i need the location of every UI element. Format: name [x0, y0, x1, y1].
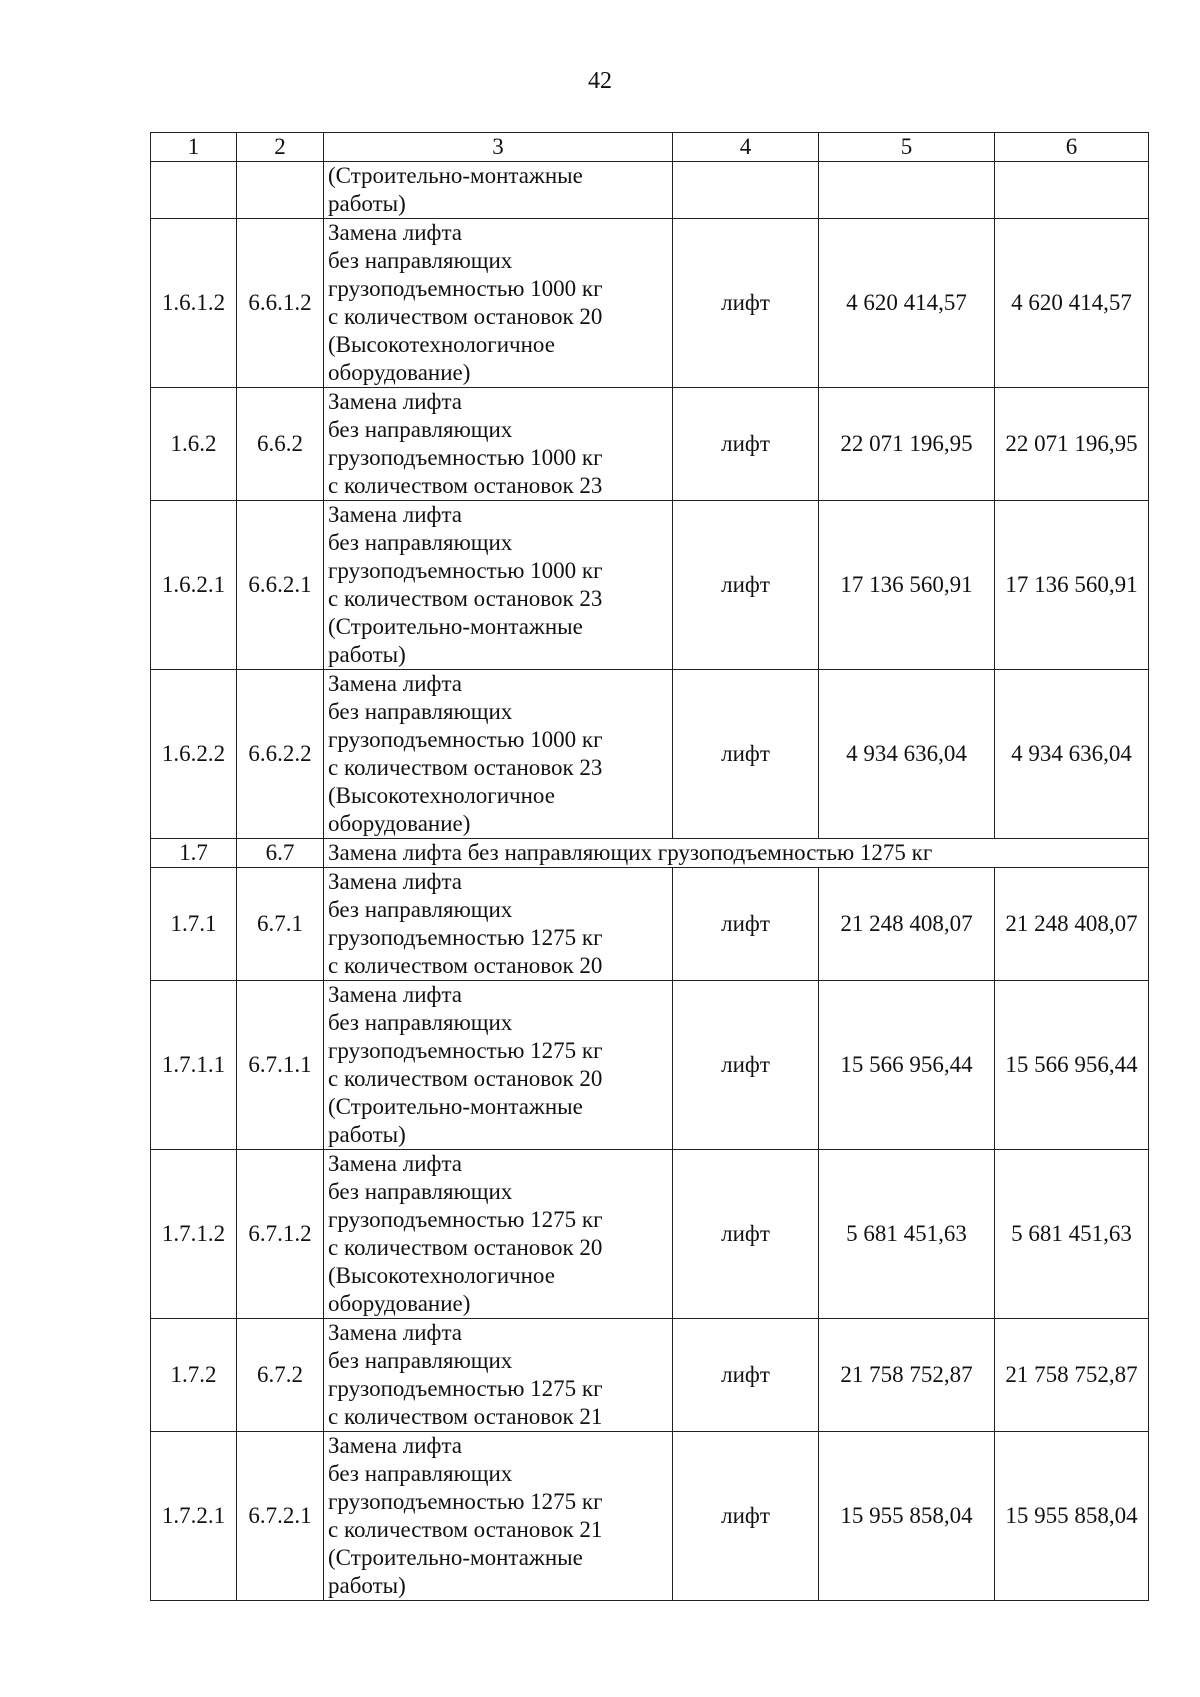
amount-cell: 22 071 196,95: [819, 388, 995, 501]
description-line: (Строительно-монтажные: [328, 1094, 583, 1119]
code-cell: 6.7.1.1: [237, 981, 324, 1150]
code-cell: 6.7: [237, 839, 324, 868]
row-number-cell: 1.6.2.1: [151, 501, 237, 670]
total-cell: 21 758 752,87: [995, 1319, 1149, 1432]
description-line: Замена лифта: [328, 982, 462, 1007]
description-line: (Строительно-монтажные: [328, 614, 583, 639]
description-line: (Высокотехнологичное: [328, 783, 555, 808]
description-line: оборудование): [328, 811, 471, 836]
amount-cell: 17 136 560,91: [819, 501, 995, 670]
row-number-cell: 1.6.2.2: [151, 670, 237, 839]
description-line: без направляющих: [328, 530, 513, 555]
row-number-cell: 1.7: [151, 839, 237, 868]
header-cell: 6: [995, 133, 1149, 162]
amount-cell: 4 934 636,04: [819, 670, 995, 839]
description-cell: [324, 1432, 673, 1601]
description-line: с количеством остановок 23: [328, 586, 603, 611]
header-cell: 2: [237, 133, 324, 162]
amount-cell: [819, 162, 995, 219]
description-line: с количеством остановок 23: [328, 755, 603, 780]
description-line: без направляющих: [328, 1010, 513, 1035]
amount-cell: 15 566 956,44: [819, 981, 995, 1150]
code-cell: [237, 162, 324, 219]
page-number: 42: [588, 68, 612, 94]
description-line: с количеством остановок 20: [328, 304, 603, 329]
description-line: работы): [328, 191, 406, 216]
description-line: грузоподъемностью 1000 кг: [328, 276, 603, 301]
row-number-cell: 1.7.1.2: [151, 1150, 237, 1319]
description-cell: [324, 219, 673, 388]
unit-cell: лифт: [673, 219, 819, 388]
code-cell: 6.6.1.2: [237, 219, 324, 388]
description-line: Замена лифта: [328, 389, 462, 414]
description-cell: [324, 1150, 673, 1319]
row-number-cell: [151, 162, 237, 219]
unit-cell: [673, 162, 819, 219]
section-title-cell: Замена лифта без направляющих грузоподъемностью 1275 кг: [324, 839, 1149, 868]
code-cell: 6.7.2.1: [237, 1432, 324, 1601]
table-row: [151, 388, 1149, 501]
description-line: с количеством остановок 20: [328, 1066, 603, 1091]
description-cell: [324, 162, 673, 219]
description-line: Замена лифта: [328, 869, 462, 894]
description-line: грузоподъемностью 1275 кг: [328, 1376, 603, 1401]
row-number-cell: 1.6.1.2: [151, 219, 237, 388]
description-line: оборудование): [328, 1291, 471, 1316]
unit-cell: лифт: [673, 1432, 819, 1601]
code-cell: 6.6.2.1: [237, 501, 324, 670]
description-line: грузоподъемностью 1000 кг: [328, 558, 603, 583]
table-row: [151, 501, 1149, 670]
description-line: Замена лифта: [328, 220, 462, 245]
row-number-cell: 1.7.2.1: [151, 1432, 237, 1601]
description-line: грузоподъемностью 1275 кг: [328, 1038, 603, 1063]
description-line: грузоподъемностью 1275 кг: [328, 925, 603, 950]
row-number-cell: 1.7.1.1: [151, 981, 237, 1150]
description-cell: [324, 670, 673, 839]
description-line: с количеством остановок 20: [328, 953, 603, 978]
description-line: Замена лифта: [328, 1433, 462, 1458]
description-line: работы): [328, 1122, 406, 1147]
total-cell: 4 620 414,57: [995, 219, 1149, 388]
description-line: грузоподъемностью 1000 кг: [328, 727, 603, 752]
total-cell: 5 681 451,63: [995, 1150, 1149, 1319]
amount-cell: 15 955 858,04: [819, 1432, 995, 1601]
description-line: Замена лифта: [328, 502, 462, 527]
description-line: (Высокотехнологичное: [328, 332, 555, 357]
description-line: без направляющих: [328, 1348, 513, 1373]
description-line: с количеством остановок 21: [328, 1517, 603, 1542]
unit-cell: лифт: [673, 670, 819, 839]
unit-cell: лифт: [673, 981, 819, 1150]
total-cell: 22 071 196,95: [995, 388, 1149, 501]
total-cell: 21 248 408,07: [995, 868, 1149, 981]
amount-cell: 21 248 408,07: [819, 868, 995, 981]
description-line: грузоподъемностью 1275 кг: [328, 1207, 603, 1232]
description-line: без направляющих: [328, 417, 513, 442]
table-row: [151, 868, 1149, 981]
total-cell: 4 934 636,04: [995, 670, 1149, 839]
table-row: [151, 219, 1149, 388]
description-line: Замена лифта: [328, 671, 462, 696]
amount-cell: 5 681 451,63: [819, 1150, 995, 1319]
description-line: без направляющих: [328, 248, 513, 273]
header-row: [151, 133, 1149, 162]
description-line: (Высокотехнологичное: [328, 1263, 555, 1288]
description-line: без направляющих: [328, 1179, 513, 1204]
description-line: грузоподъемностью 1275 кг: [328, 1489, 603, 1514]
description-line: без направляющих: [328, 1461, 513, 1486]
total-cell: 17 136 560,91: [995, 501, 1149, 670]
description-line: Замена лифта: [328, 1151, 462, 1176]
amount-cell: 4 620 414,57: [819, 219, 995, 388]
description-line: грузоподъемностью 1000 кг: [328, 445, 603, 470]
row-number-cell: 1.7.1: [151, 868, 237, 981]
total-cell: 15 955 858,04: [995, 1432, 1149, 1601]
table-row: [151, 839, 1149, 868]
code-cell: 6.6.2.2: [237, 670, 324, 839]
description-cell: [324, 501, 673, 670]
code-cell: 6.7.1: [237, 868, 324, 981]
table-row: [151, 1432, 1149, 1601]
description-line: работы): [328, 642, 406, 667]
header-cell: 1: [151, 133, 237, 162]
cost-table: [150, 132, 1149, 1601]
unit-cell: лифт: [673, 1319, 819, 1432]
table-body: [151, 133, 1149, 1601]
description-line: (Строительно-монтажные: [328, 1545, 583, 1570]
table-row: [151, 1319, 1149, 1432]
header-cell: 3: [324, 133, 673, 162]
table-row: [151, 981, 1149, 1150]
unit-cell: лифт: [673, 501, 819, 670]
description-line: (Строительно-монтажные: [328, 163, 583, 188]
amount-cell: 21 758 752,87: [819, 1319, 995, 1432]
table-row: [151, 1150, 1149, 1319]
description-line: с количеством остановок 23: [328, 473, 603, 498]
header-cell: 4: [673, 133, 819, 162]
description-line: с количеством остановок 21: [328, 1404, 603, 1429]
description-line: с количеством остановок 20: [328, 1235, 603, 1260]
table-row: [151, 670, 1149, 839]
description-line: оборудование): [328, 360, 471, 385]
row-number-cell: 1.7.2: [151, 1319, 237, 1432]
code-cell: 6.6.2: [237, 388, 324, 501]
unit-cell: лифт: [673, 1150, 819, 1319]
unit-cell: лифт: [673, 868, 819, 981]
header-cell: 5: [819, 133, 995, 162]
description-line: без направляющих: [328, 699, 513, 724]
unit-cell: лифт: [673, 388, 819, 501]
total-cell: [995, 162, 1149, 219]
code-cell: 6.7.1.2: [237, 1150, 324, 1319]
description-line: без направляющих: [328, 897, 513, 922]
table-row: [151, 162, 1149, 219]
description-cell: [324, 868, 673, 981]
row-number-cell: 1.6.2: [151, 388, 237, 501]
description-cell: [324, 981, 673, 1150]
total-cell: 15 566 956,44: [995, 981, 1149, 1150]
code-cell: 6.7.2: [237, 1319, 324, 1432]
description-cell: [324, 388, 673, 501]
description-cell: [324, 1319, 673, 1432]
description-line: Замена лифта: [328, 1320, 462, 1345]
description-line: работы): [328, 1573, 406, 1598]
